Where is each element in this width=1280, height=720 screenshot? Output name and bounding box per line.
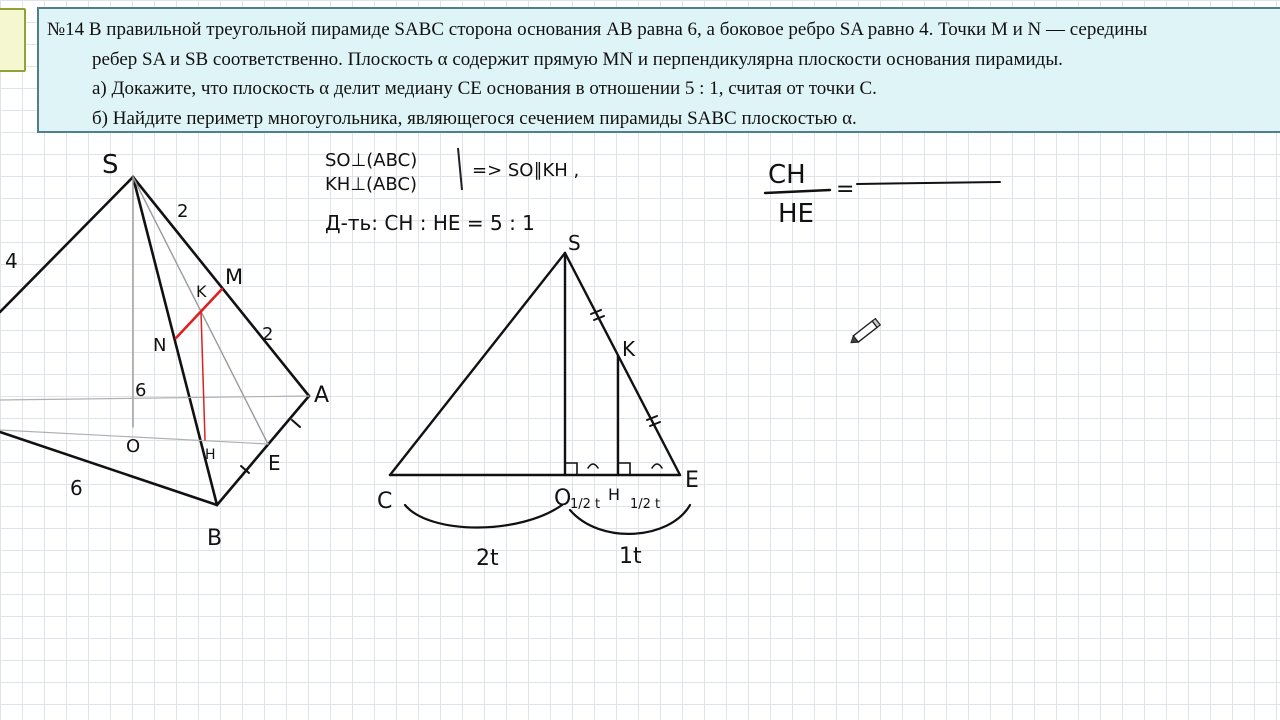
tick-mark <box>292 420 300 427</box>
side-CS <box>390 253 565 475</box>
note-to-prove: Д-ть: CH : HE = 5 : 1 <box>325 211 535 235</box>
section-KH <box>201 312 205 440</box>
edge-CB <box>0 432 217 505</box>
answer-line <box>857 182 1000 184</box>
label-MA: 2 <box>262 324 274 345</box>
side-SE <box>565 253 680 475</box>
ratio-equals: = <box>836 177 855 202</box>
tri-label-S: S <box>568 231 581 255</box>
label-B: B <box>207 526 223 551</box>
right-angle-H <box>618 463 630 475</box>
segment-CO-label: 2t <box>476 546 499 571</box>
tri-label-C: C <box>377 489 393 514</box>
ratio-expression <box>765 160 1000 229</box>
brace-line <box>458 148 462 190</box>
notes <box>325 148 579 235</box>
problem-part-b: б) Найдите периметр многоугольника, являющегося сечением пирамиды SABC плоскостью α. <box>92 107 857 129</box>
problem-line-1: №14 В правильной треугольной пирамиде SABC сторона основания AB равна 6, а боковое ребро SA равно 4. Точки M и N — середины <box>47 19 1148 40</box>
label-SM: 2 <box>177 201 189 222</box>
brace-CO <box>405 505 562 528</box>
problem-part-a: а) Докажите, что плоскость α делит медиану CE основания в отношении 5 : 1, считая от точки C. <box>92 78 877 99</box>
base-CA-hidden <box>0 396 309 400</box>
label-base: 6 <box>70 476 83 500</box>
triangle-figure <box>390 253 690 534</box>
triangle-labels <box>377 231 699 571</box>
label-H: H <box>205 447 216 463</box>
edge-SC <box>0 177 133 312</box>
tri-label-H: H <box>608 485 621 504</box>
pyramid-labels <box>5 150 329 551</box>
right-angle-O <box>565 463 577 475</box>
fraction-bar <box>765 190 830 193</box>
label-K: K <box>196 282 207 301</box>
label-S: S <box>102 150 119 180</box>
label-A: A <box>314 383 330 408</box>
label-E: E <box>268 451 281 475</box>
label-M: M <box>225 265 244 289</box>
segment-OH-label: 1/2 t <box>570 497 601 512</box>
label-O: O <box>126 436 141 457</box>
note-implies-parallel: => SO∥KH , <box>472 160 580 181</box>
ratio-denominator: HE <box>778 199 814 229</box>
edge-SA <box>133 177 309 396</box>
tri-label-K: K <box>622 337 636 361</box>
ratio-numerator: CH <box>768 160 806 190</box>
label-height: 6 <box>135 380 147 401</box>
label-lateral-edge: 4 <box>5 249 18 273</box>
tri-label-O: O <box>554 486 572 511</box>
arc-mark <box>652 464 662 468</box>
tri-label-E: E <box>685 468 699 493</box>
note-so-perp: SO⊥(ABC) <box>325 150 418 171</box>
segment-OE-label: 1t <box>619 544 642 569</box>
arc-mark <box>588 464 598 468</box>
edge-AB <box>217 396 309 505</box>
pencil-icon[interactable] <box>849 319 881 346</box>
label-N: N <box>153 335 167 356</box>
note-kh-perp: KH⊥(ABC) <box>325 174 417 195</box>
segment-HE-label: 1/2 t <box>630 497 661 512</box>
problem-line-2: ребер SA и SB соответственно. Плоскость α содержит прямую MN и перпендикулярна плоскости основания пирамиды. <box>92 48 1063 70</box>
